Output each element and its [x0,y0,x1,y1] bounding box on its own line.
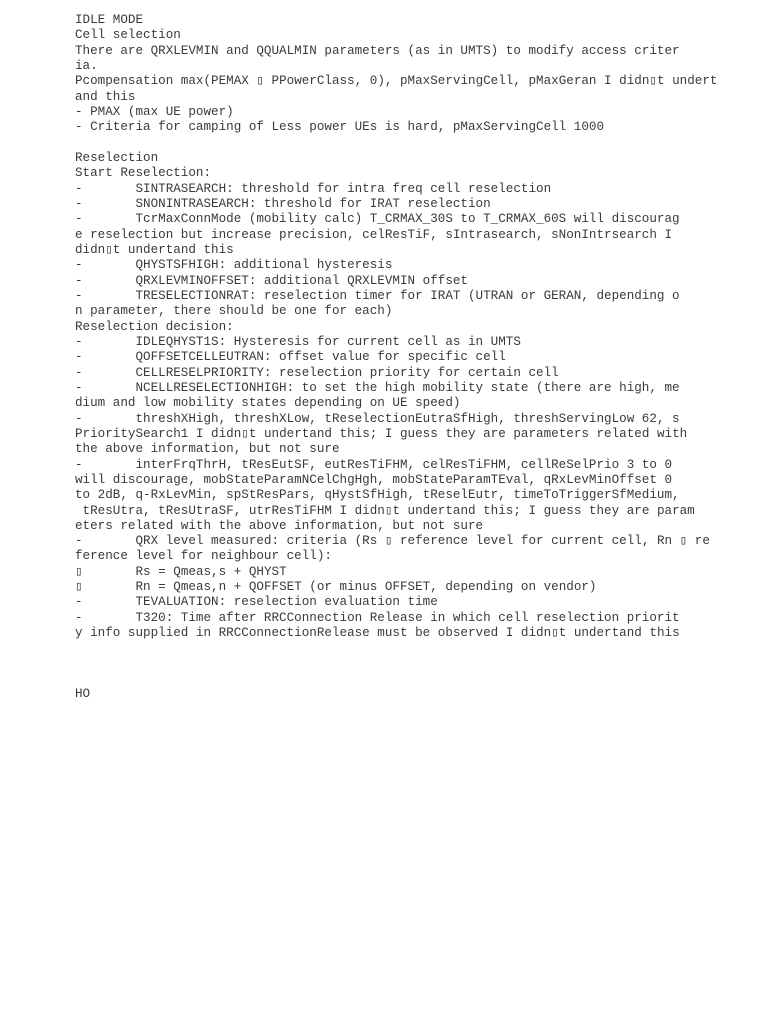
text-line: eters related with the above information, but not sure [75,518,484,533]
text-line: ia. [75,58,98,73]
text-line: IDLE MODE [75,13,144,27]
text-line: ▯ Rs = Qmeas,s + QHYST [75,564,287,579]
text-line: HO [75,687,91,702]
text-line: - SNONINTRASEARCH: threshold for IRAT reselection [75,196,491,211]
text-line: Pcompensation max(PEMAX ▯ PPowerClass, 0), pMaxServingCell, pMaxGeran I didn▯t undert [75,74,718,89]
text-line: - NCELLRESELECTIONHIGH: to set the high mobility state (there are high, me [75,380,680,395]
text-line: - QHYSTSFHIGH: additional hysteresis [75,258,393,273]
text-line: y info supplied in RRCConnectionRelease must be observed I didn▯t undertand this [75,626,680,641]
text-line: - QRXLEVMINOFFSET: additional QRXLEVMIN offset [75,273,468,288]
text-line: Start Reselection: [75,166,212,181]
text-line: and this [75,89,136,104]
text-line: ference level for neighbour cell): [75,549,332,564]
text-line: PrioritySearch1 I didn▯t undertand this; I guess they are parameters related with [75,426,688,441]
text-line: - T320: Time after RRCConnection Release in which cell reselection priorit [75,610,680,625]
text-line: - Criteria for camping of Less power UEs is hard, pMaxServingCell 1000 [75,120,605,135]
document-body [75,13,755,703]
text-line: - SINTRASEARCH: threshold for intra freq cell reselection [75,181,552,196]
text-line: n parameter, there should be one for each) [75,304,393,319]
text-line: Reselection decision: [75,319,234,334]
text-line: There are QRXLEVMIN and QQUALMIN parameters (as in UMTS) to modify access criter [75,43,680,58]
text-line: the above information, but not sure [75,442,340,457]
text-line [75,641,755,656]
text-line: tResUtra, tResUtraSF, utrResTiFHM I didn▯t undertand this; I guess they are param [75,503,695,518]
text-line [75,657,755,672]
text-line: dium and low mobility states depending on UE speed) [75,396,461,411]
text-line: ▯ Rn = Qmeas,n + QOFFSET (or minus OFFSET, depending on vendor) [75,580,597,595]
text-line [75,672,755,687]
text-line: - TEVALUATION: reselection evaluation time [75,595,438,610]
text-line: - QOFFSETCELLEUTRAN: offset value for specific cell [75,350,506,365]
text-line: will discourage, mobStateParamNCelChgHgh, mobStateParamTEval, qRxLevMinOffset 0 [75,472,673,487]
text-line: Cell selection [75,28,181,43]
text-line: - TRESELECTIONRAT: reselection timer for IRAT (UTRAN or GERAN, depending o [75,288,680,303]
text-line: to 2dB, q-RxLevMin, spStResPars, qHystSfHigh, tReselEutr, timeToTriggerSfMedium, [75,488,680,503]
text-line: - PMAX (max UE power) [75,104,234,119]
text-line: didn▯t undertand this [75,242,234,257]
text-line: - QRX level measured: criteria (Rs ▯ reference level for current cell, Rn ▯ re [75,534,710,549]
text-line: - threshXHigh, threshXLow, tReselectionEutraSfHigh, threshServingLow 62, s [75,411,680,426]
text-line: - IDLEQHYST1S: Hysteresis for current cell as in UMTS [75,334,521,349]
text-line: e reselection but increase precision, celResTiF, sIntrasearch, sNonIntrsearch I [75,227,673,242]
text-line: - interFrqThrH, tResEutSF, eutResTiFHM, celResTiFHM, cellReSelPrio 3 to 0 [75,457,673,472]
text-line: Reselection [75,150,159,165]
text-line: - TcrMaxConnMode (mobility calc) T_CRMAX_30S to T_CRMAX_60S will discourag [75,212,680,227]
text-line: - CELLRESELPRIORITY: reselection priority for certain cell [75,365,559,380]
text-line [75,136,755,151]
